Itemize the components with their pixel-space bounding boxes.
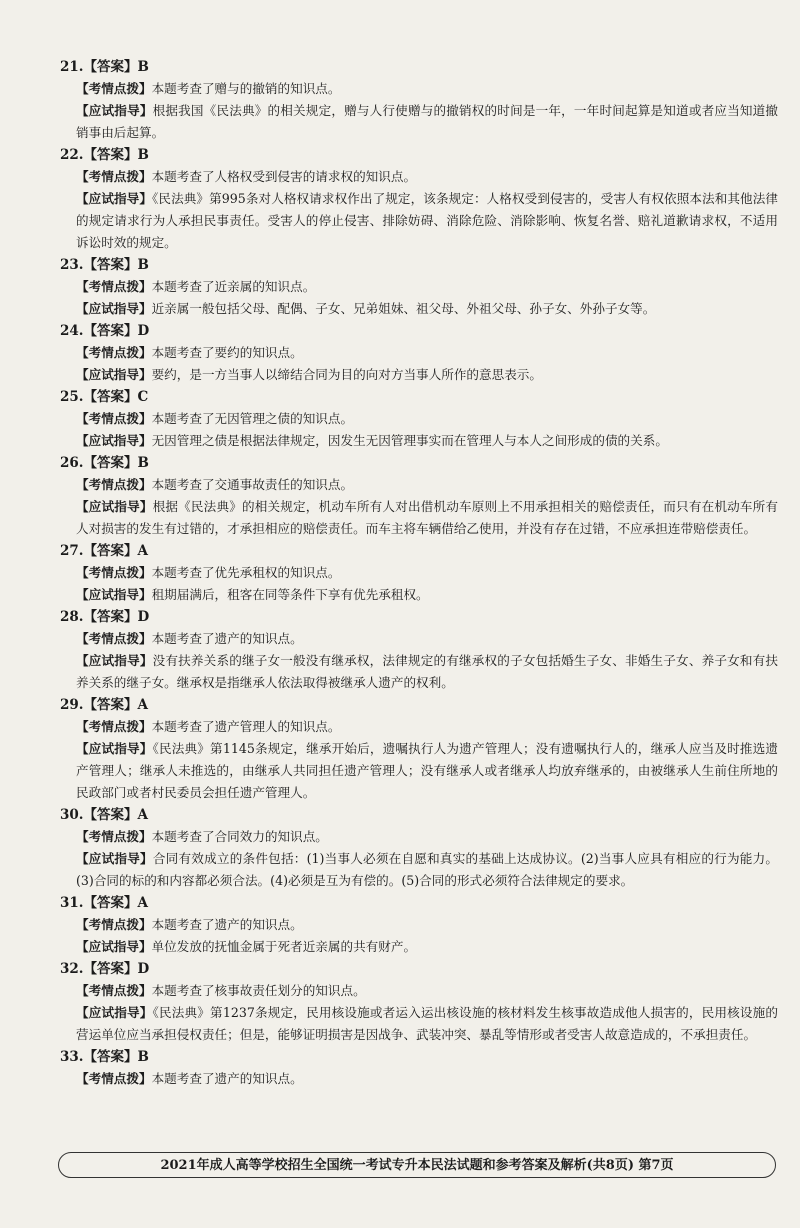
- answer-header: [60, 804, 778, 826]
- analysis-line: [60, 914, 778, 936]
- guide-tag: 【应试指导】: [76, 499, 153, 514]
- answer-entry: [60, 254, 778, 320]
- answer-header: [60, 540, 778, 562]
- analysis-text: 本题考查了人格权受到侵害的请求权的知识点。: [151, 169, 417, 184]
- answer-letter: B: [137, 455, 149, 471]
- answer-entry: [60, 320, 778, 386]
- analysis-line: [60, 474, 778, 496]
- answer-letter: B: [137, 257, 149, 273]
- answer-entry: [60, 892, 778, 958]
- guide-tag: 【应试指导】: [76, 851, 153, 866]
- question-number: 26.【答案】: [60, 455, 138, 471]
- analysis-tag: 【考情点拨】: [76, 917, 152, 932]
- answer-header: [60, 56, 778, 78]
- guide-line: [60, 1002, 778, 1046]
- analysis-line: [60, 716, 778, 738]
- guide-tag: 【应试指导】: [76, 939, 152, 954]
- guide-line: [60, 430, 778, 452]
- guide-text: 无因管理之债是根据法律规定，因发生无因管理事实而在管理人与本人之间形成的债的关系。: [151, 433, 668, 448]
- question-number: 32.【答案】: [60, 961, 138, 977]
- analysis-line: [60, 408, 778, 430]
- answer-header: [60, 694, 778, 716]
- analysis-line: [60, 562, 778, 584]
- guide-tag: 【应试指导】: [76, 1005, 153, 1020]
- analysis-line: [60, 78, 778, 100]
- question-number: 28.【答案】: [60, 609, 138, 625]
- answer-header: [60, 1046, 778, 1068]
- guide-text: 租期届满后，租客在同等条件下享有优先承租权。: [151, 587, 429, 602]
- guide-tag: 【应试指导】: [76, 191, 153, 206]
- analysis-text: 本题考查了遗产的知识点。: [151, 917, 303, 932]
- answer-header: [60, 606, 778, 628]
- analysis-text: 本题考查了遗产的知识点。: [151, 631, 303, 646]
- answer-entry: [60, 958, 778, 1046]
- answer-header: [60, 958, 778, 980]
- guide-line: [60, 936, 778, 958]
- answer-letter: B: [137, 1049, 149, 1065]
- guide-tag: 【应试指导】: [76, 301, 152, 316]
- guide-line: [60, 738, 778, 804]
- answer-header: [60, 892, 778, 914]
- answer-entry: [60, 386, 778, 452]
- answer-letter: B: [137, 59, 149, 75]
- guide-line: [60, 364, 778, 386]
- guide-tag: 【应试指导】: [76, 433, 152, 448]
- guide-text: 根据我国《民法典》的相关规定，赠与人行使赠与的撤销权的时间是一年，一年时间起算是知道或者应当知道撤销事由后起算。: [76, 103, 779, 140]
- guide-line: [60, 650, 778, 694]
- answer-entry: [60, 540, 778, 606]
- analysis-line: [60, 980, 778, 1002]
- guide-text: 要约，是一方当事人以缔结合同为目的向对方当事人所作的意思表示。: [151, 367, 542, 382]
- guide-line: [60, 100, 778, 144]
- analysis-tag: 【考情点拨】: [76, 1071, 152, 1086]
- answer-entry: [60, 452, 778, 540]
- analysis-tag: 【考情点拨】: [76, 411, 152, 426]
- answer-list: [60, 56, 778, 1090]
- guide-tag: 【应试指导】: [76, 367, 152, 382]
- page-footer: 2021年成人高等学校招生全国统一考试专升本民法试题和参考答案及解析(共8页) 第7页: [58, 1152, 776, 1178]
- guide-line: [60, 848, 778, 892]
- analysis-text: 本题考查了核事故责任划分的知识点。: [151, 983, 366, 998]
- answer-entry: [60, 1046, 778, 1090]
- analysis-tag: 【考情点拨】: [76, 81, 152, 96]
- analysis-tag: 【考情点拨】: [76, 477, 152, 492]
- guide-tag: 【应试指导】: [76, 653, 153, 668]
- analysis-text: 本题考查了近亲属的知识点。: [151, 279, 316, 294]
- answer-header: [60, 452, 778, 474]
- answer-letter: B: [137, 147, 149, 163]
- analysis-line: [60, 826, 778, 848]
- guide-line: [60, 298, 778, 320]
- question-number: 29.【答案】: [60, 697, 138, 713]
- analysis-text: 本题考查了要约的知识点。: [151, 345, 303, 360]
- guide-text: 根据《民法典》的相关规定，机动车所有人对出借机动车原则上不用承担相关的赔偿责任，而只有在机动车所有人对损害的发生有过错的，才承担相应的赔偿责任。而车主将车辆借给乙使用，并没有存在过错，不应承担连带赔偿责任。: [76, 499, 779, 536]
- answer-letter: A: [137, 895, 148, 911]
- answer-header: [60, 320, 778, 342]
- answer-letter: A: [137, 543, 148, 559]
- analysis-tag: 【考情点拨】: [76, 279, 152, 294]
- answer-header: [60, 144, 778, 166]
- guide-tag: 【应试指导】: [76, 103, 153, 118]
- analysis-line: [60, 1068, 778, 1090]
- guide-line: [60, 584, 778, 606]
- guide-text: 《民法典》第995条对人格权请求权作出了规定，该条规定：人格权受到侵害的，受害人有权依照本法和其他法律的规定请求行为人承担民事责任。受害人的停止侵害、排除妨碍、消除危险、消除影响、恢复名誉、赔礼道歉请求权，不适用诉讼时效的规定。: [76, 191, 778, 250]
- question-number: 22.【答案】: [60, 147, 138, 163]
- guide-text: 单位发放的抚恤金属于死者近亲属的共有财产。: [151, 939, 417, 954]
- analysis-tag: 【考情点拨】: [76, 169, 152, 184]
- answer-entry: [60, 804, 778, 892]
- guide-line: [60, 496, 778, 540]
- analysis-text: 本题考查了遗产管理人的知识点。: [151, 719, 341, 734]
- answer-letter: D: [137, 609, 150, 625]
- answer-entry: [60, 56, 778, 144]
- answer-letter: A: [137, 697, 148, 713]
- answer-letter: D: [137, 961, 150, 977]
- question-number: 27.【答案】: [60, 543, 138, 559]
- analysis-line: [60, 628, 778, 650]
- answer-letter: A: [137, 807, 148, 823]
- guide-tag: 【应试指导】: [76, 587, 152, 602]
- analysis-tag: 【考情点拨】: [76, 983, 152, 998]
- analysis-text: 本题考查了遗产的知识点。: [151, 1071, 303, 1086]
- question-number: 23.【答案】: [60, 257, 138, 273]
- analysis-tag: 【考情点拨】: [76, 345, 152, 360]
- analysis-tag: 【考情点拨】: [76, 631, 152, 646]
- answer-header: [60, 254, 778, 276]
- analysis-text: 本题考查了无因管理之债的知识点。: [151, 411, 354, 426]
- answer-letter: D: [137, 323, 150, 339]
- answer-entry: [60, 694, 778, 804]
- question-number: 30.【答案】: [60, 807, 138, 823]
- answer-entry: [60, 606, 778, 694]
- analysis-line: [60, 166, 778, 188]
- guide-text: 近亲属一般包括父母、配偶、子女、兄弟姐妹、祖父母、外祖父母、孙子女、外孙子女等。: [151, 301, 656, 316]
- analysis-text: 本题考查了合同效力的知识点。: [151, 829, 328, 844]
- question-number: 25.【答案】: [60, 389, 138, 405]
- answer-header: [60, 386, 778, 408]
- analysis-line: [60, 342, 778, 364]
- guide-text: 合同有效成立的条件包括：(1)当事人必须在自愿和真实的基础上达成协议。(2)当事人应具有相应的行为能力。(3)合同的标的和内容都必须合法。(4)必须是互为有偿的。(5)合同的形式必须符合法律规定的要求。: [76, 851, 778, 888]
- question-number: 21.【答案】: [60, 59, 138, 75]
- answer-letter: C: [137, 389, 149, 405]
- analysis-text: 本题考查了交通事故责任的知识点。: [151, 477, 354, 492]
- analysis-tag: 【考情点拨】: [76, 565, 152, 580]
- guide-line: [60, 188, 778, 254]
- analysis-tag: 【考情点拨】: [76, 829, 152, 844]
- analysis-line: [60, 276, 778, 298]
- question-number: 24.【答案】: [60, 323, 138, 339]
- guide-text: 没有扶养关系的继子女一般没有继承权，法律规定的有继承权的子女包括婚生子女、非婚生子女、养子女和有扶养关系的继子女。继承权是指继承人依法取得被继承人遗产的权利。: [76, 653, 779, 690]
- guide-text: 《民法典》第1237条规定，民用核设施或者运入运出核设施的核材料发生核事故造成他人损害的，民用核设施的营运单位应当承担侵权责任；但是，能够证明损害是因战争、武装冲突、暴乱等情形或者受害人故意造成的，不承担责任。: [76, 1005, 778, 1042]
- analysis-text: 本题考查了优先承租权的知识点。: [151, 565, 341, 580]
- analysis-tag: 【考情点拨】: [76, 719, 152, 734]
- analysis-text: 本题考查了赠与的撤销的知识点。: [151, 81, 341, 96]
- answer-entry: [60, 144, 778, 254]
- guide-text: 《民法典》第1145条规定，继承开始后，遗嘱执行人为遗产管理人；没有遗嘱执行人的，继承人应当及时推选遗产管理人；继承人未推选的，由继承人共同担任遗产管理人；没有继承人或者继承人均放弃继承的，由被继承人生前住所地的民政部门或者村民委员会担任遗产管理人。: [76, 741, 778, 800]
- guide-tag: 【应试指导】: [76, 741, 153, 756]
- question-number: 31.【答案】: [60, 895, 138, 911]
- question-number: 33.【答案】: [60, 1049, 138, 1065]
